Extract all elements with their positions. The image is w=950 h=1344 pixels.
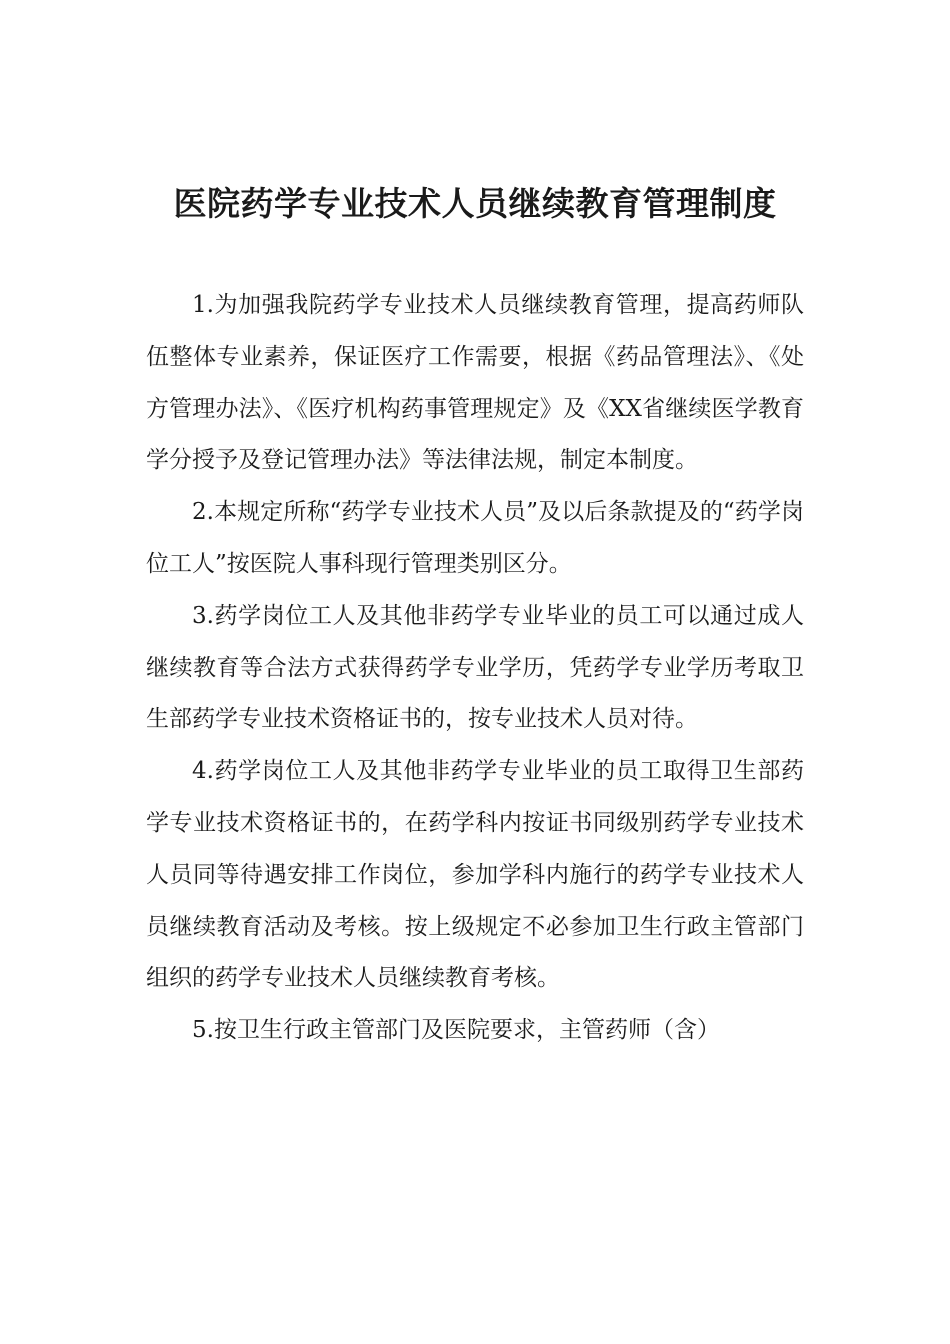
document-title: 医院药学专业技术人员继续教育管理制度	[173, 184, 777, 223]
document-body	[146, 280, 804, 1057]
paragraph-1: 1.为加强我院药学专业技术人员继续教育管理，提高药师队伍整体专业素养，保证医疗工作需要，根据《药品管理法》、《处方管理办法》、《医疗机构药事管理规定》及《XX省继续医学教育学分授予及登记管理办法》等法律法规，制定本制度。	[146, 292, 804, 474]
paragraph-4: 4.药学岗位工人及其他非药学专业毕业的员工取得卫生部药学专业技术资格证书的，在药学科内按证书同级别药学专业技术人员同等待遇安排工作岗位，参加学科内施行的药学专业技术人员继续教育活动及考核。按上级规定不必参加卫生行政主管部门组织的药学专业技术人员继续教育考核。	[146, 758, 804, 992]
paragraph-5: 5.按卫生行政主管部门及医院要求，主管药师（含）	[192, 1017, 720, 1044]
paragraph-3: 3.药学岗位工人及其他非药学专业毕业的员工可以通过成人继续教育等合法方式获得药学专业学历，凭药学专业学历考取卫生部药学专业技术资格证书的，按专业技术人员对待。	[146, 602, 804, 733]
paragraph-2: 2.本规定所称“药学专业技术人员”及以后条款提及的“药学岗位工人”按医院人事科现行管理类别区分。	[146, 499, 804, 577]
